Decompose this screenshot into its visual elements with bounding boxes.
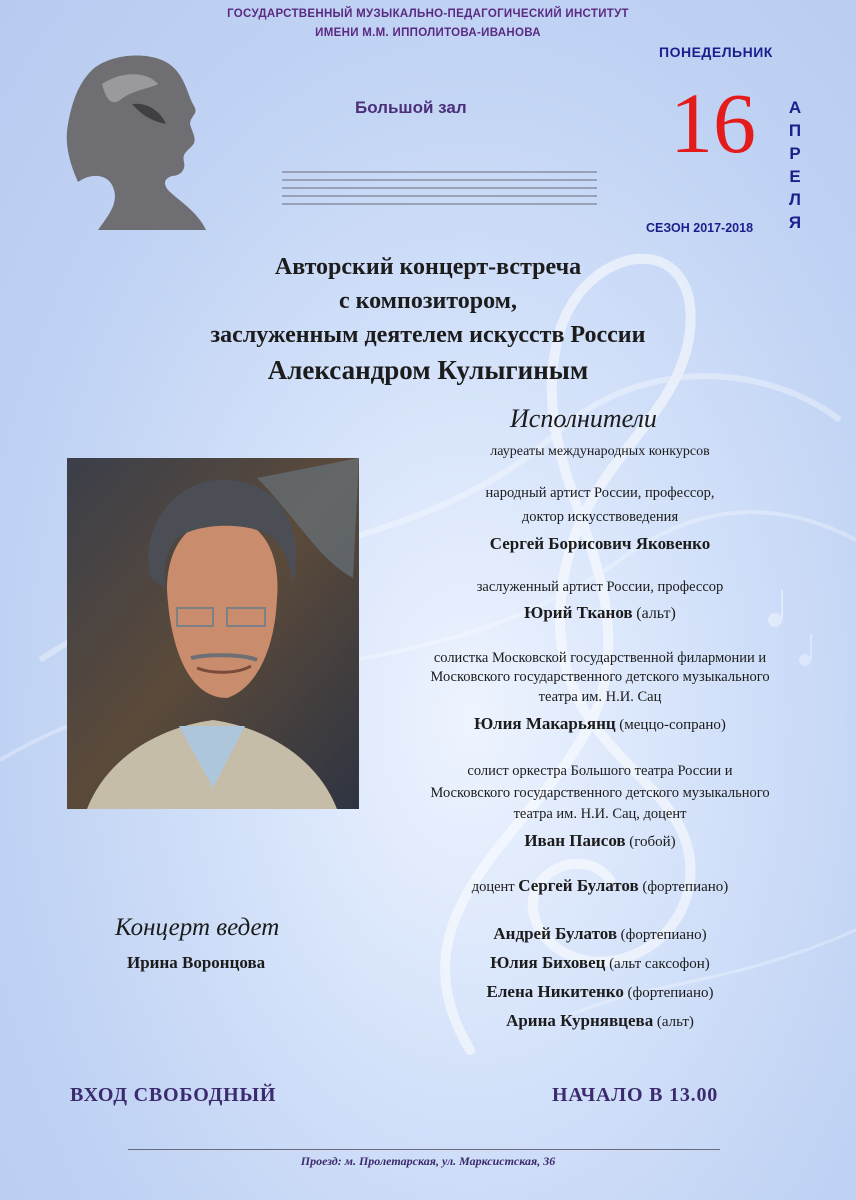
performer4-desc-line2: Московского государственного детского музыкального [430, 785, 770, 801]
student-role: (фортепиано) [620, 927, 707, 943]
performer1-desc-line2: доктор искусствоведения [521, 509, 679, 525]
student-role: (альт саксофон) [609, 956, 710, 972]
title-line1: Авторский концерт-встреча [274, 254, 582, 280]
music-staff-lines-icon [282, 170, 597, 210]
performer3-desc-line1: солистка Московской государственной филармонии и [433, 650, 767, 666]
student-name: Андрей Булатов [493, 924, 617, 943]
performer5-role: (фортепиано) [642, 879, 729, 895]
performer3-row [360, 714, 840, 735]
performer1-desc-line1: народный артист России, профессор, [485, 485, 715, 501]
composer-silhouette-logo-icon [62, 44, 212, 234]
month-letter: А [788, 98, 802, 117]
student-role: (фортепиано) [627, 985, 714, 1001]
footer-divider [128, 1149, 720, 1150]
start-time-label: НАЧАЛО В 13.00 [552, 1084, 719, 1106]
performer2-desc: заслуженный артист России, профессор [476, 579, 724, 595]
student-name: Елена Никитенко [486, 982, 624, 1001]
student-row [360, 982, 840, 1003]
performer4-name: Иван Паисов [524, 831, 626, 850]
host-name: Ирина Воронцова [127, 953, 266, 972]
performer3-desc-line3: театра им. Н.И. Сац [538, 689, 662, 705]
month-letter: Я [788, 213, 802, 232]
student-row [360, 924, 840, 945]
hall-name: Большой зал [355, 98, 467, 117]
performer4-role: (гобой) [629, 834, 676, 850]
performer2-name: Юрий Тканов [524, 603, 633, 622]
performer2-role: (альт) [636, 605, 676, 622]
title-line3: заслуженным деятелем искусств России [210, 322, 646, 348]
performer5-name: Сергей Булатов [518, 876, 639, 895]
free-entry-label: ВХОД СВОБОДНЫЙ [70, 1084, 277, 1106]
performer4-desc-line1: солист оркестра Большого театра России и [467, 763, 733, 779]
season-label: СЕЗОН 2017-2018 [646, 221, 754, 235]
student-name: Юлия Биховец [490, 953, 606, 972]
performer1-name: Сергей Борисович Яковенко [489, 534, 711, 553]
title-line2: с композитором, [338, 288, 518, 314]
composer-photo [67, 458, 359, 809]
student-role: (альт) [656, 1014, 694, 1030]
performer3-desc-line2: Московского государственного детского музыкального [430, 669, 770, 685]
performer5-row [360, 876, 840, 897]
performer2-row [360, 603, 840, 624]
month-letter: Е [789, 167, 801, 186]
host-heading: Концерт ведет [115, 914, 280, 941]
day-number: 16 [670, 75, 756, 171]
composer-name: Александром Кулыгиным [267, 355, 589, 385]
month-letter: П [788, 121, 802, 140]
performer3-role: (меццо-сопрано) [619, 717, 726, 733]
student-name: Арина Курнявцева [506, 1011, 654, 1030]
performer4-row [360, 831, 840, 852]
institute-name-line2: ИМЕНИ М.М. ИППОЛИТОВА-ИВАНОВА [315, 27, 541, 39]
weekday-label: ПОНЕДЕЛЬНИК [659, 44, 773, 60]
student-row [360, 953, 840, 974]
month-vertical [783, 96, 807, 234]
address-line: Проезд: м. Пролетарская, ул. Марксистская, 36 [300, 1154, 556, 1168]
performers-heading: Исполнители [510, 404, 657, 433]
performer3-name: Юлия Макарьянц [474, 714, 616, 733]
institute-name-line1: ГОСУДАРСТВЕННЫЙ МУЗЫКАЛЬНО-ПЕДАГОГИЧЕСКИЙ ИНСТИТУТ [227, 8, 629, 20]
performer4-desc-line3: театра им. Н.И. Сац, доцент [513, 806, 687, 822]
performer5-prefix: доцент [471, 879, 515, 895]
month-letter: Р [789, 144, 801, 163]
performers-intro: лауреаты международных конкурсов [490, 444, 710, 459]
month-letter: Л [789, 190, 801, 209]
student-row [360, 1011, 840, 1032]
